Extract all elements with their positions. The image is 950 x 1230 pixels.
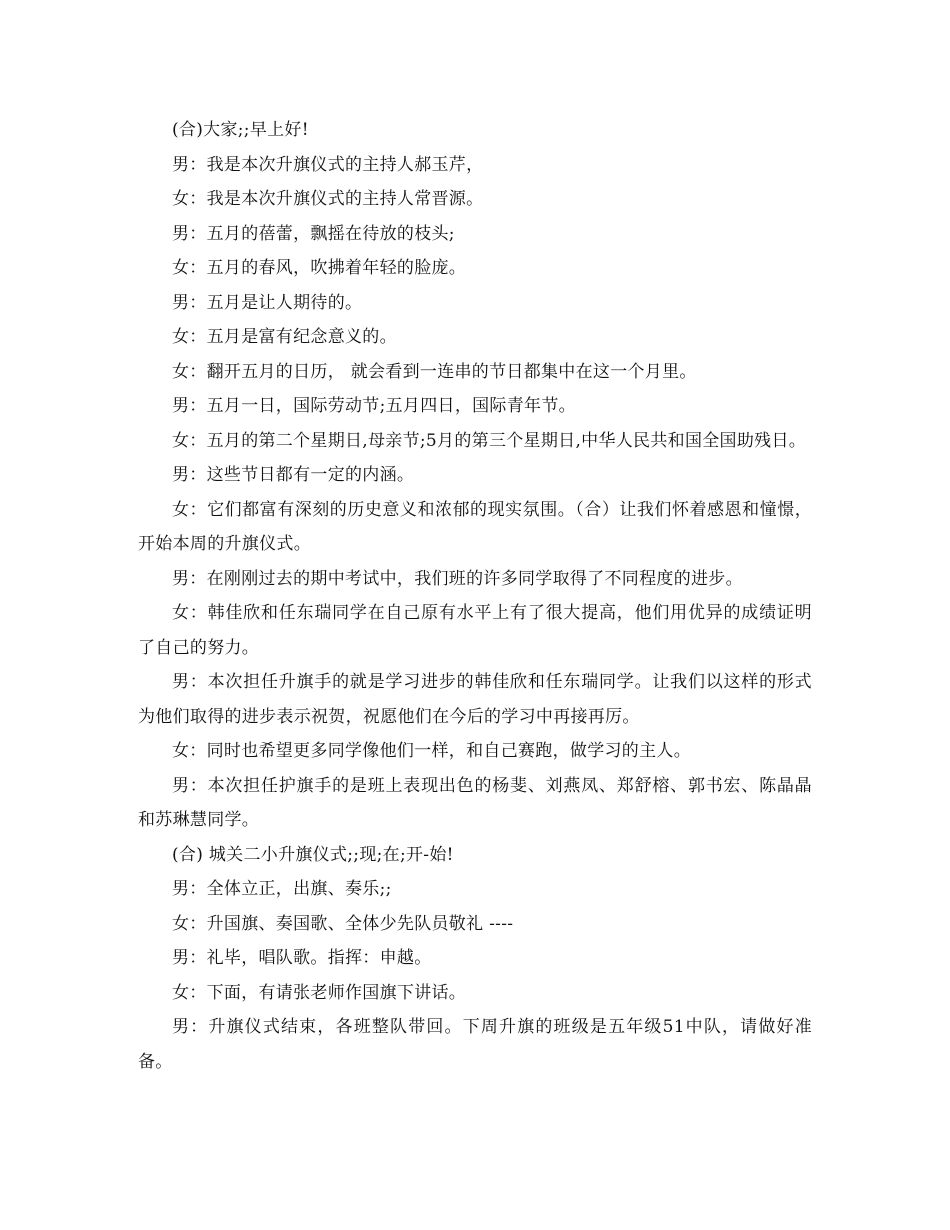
document-body: [138, 113, 812, 1079]
paragraph: 女：五月的春风，吹拂着年轻的脸庞。: [172, 258, 467, 278]
paragraph: 女：我是本次升旗仪式的主持人常晋源。: [172, 189, 484, 209]
paragraph: 女：同时也希望更多同学像他们一样，和自己赛跑，做学习的主人。: [172, 741, 691, 761]
paragraph: 男：五月一日，国际劳动节;五月四日，国际青年节。: [172, 396, 576, 416]
paragraph: 男：全体立正，出旗、奏乐;;: [172, 879, 392, 899]
paragraph: 男：礼毕，唱队歌。指挥：申越。: [172, 948, 432, 968]
paragraph: 男：本次担任护旗手的是班上表现出色的杨斐、刘燕凤、郑舒榕、郭书宏、陈晶晶和苏琳慧同学。: [138, 775, 812, 830]
paragraph: 女：翻开五月的日历， 就会看到一连串的节日都集中在这一个月里。: [172, 361, 697, 382]
paragraph: (合)大家;;早上好!: [172, 120, 309, 140]
paragraph: 男：我是本次升旗仪式的主持人郝玉芹，: [172, 154, 484, 175]
paragraph: 男：本次担任升旗手的就是学习进步的韩佳欣和任东瑞同学。让我们以这样的形式为他们取得的进步表示祝贺，祝愿他们在今后的学习中再接再厉。: [138, 672, 812, 727]
paragraph: 男：五月的蓓蕾，飘摇在待放的枝头;: [172, 223, 455, 244]
paragraph: 女：升国旗、奏国歌、全体少先队员敬礼 ----: [172, 913, 514, 934]
paragraph: 女：五月的第二个星期日,母亲节;5月的第三个星期日,中华人民共和国全国助残日。: [172, 430, 807, 451]
paragraph: 男：升旗仪式结束，各班整队带回。下周升旗的班级是五年级51中队，请做好准备。: [138, 1017, 812, 1072]
paragraph: 男：这些节日都有一定的内涵。: [172, 465, 415, 485]
paragraph: 男：在刚刚过去的期中考试中，我们班的许多同学取得了不同程度的进步。: [172, 568, 743, 589]
paragraph: 男：五月是让人期待的。: [172, 292, 363, 313]
paragraph: 女：下面，有请张老师作国旗下讲话。: [172, 982, 467, 1003]
paragraph: (合) 城关二小升旗仪式;;现;在;开-始!: [172, 844, 454, 865]
paragraph: 女：五月是富有纪念意义的。: [172, 327, 397, 347]
paragraph: 女：它们都富有深刻的历史意义和浓郁的现实氛围。（合）让我们怀着感恩和憧憬，开始本周的升旗仪式。: [138, 499, 812, 554]
paragraph: 女：韩佳欣和任东瑞同学在自己原有水平上有了很大提高，他们用优异的成绩证明了自己的努力。: [138, 603, 812, 658]
